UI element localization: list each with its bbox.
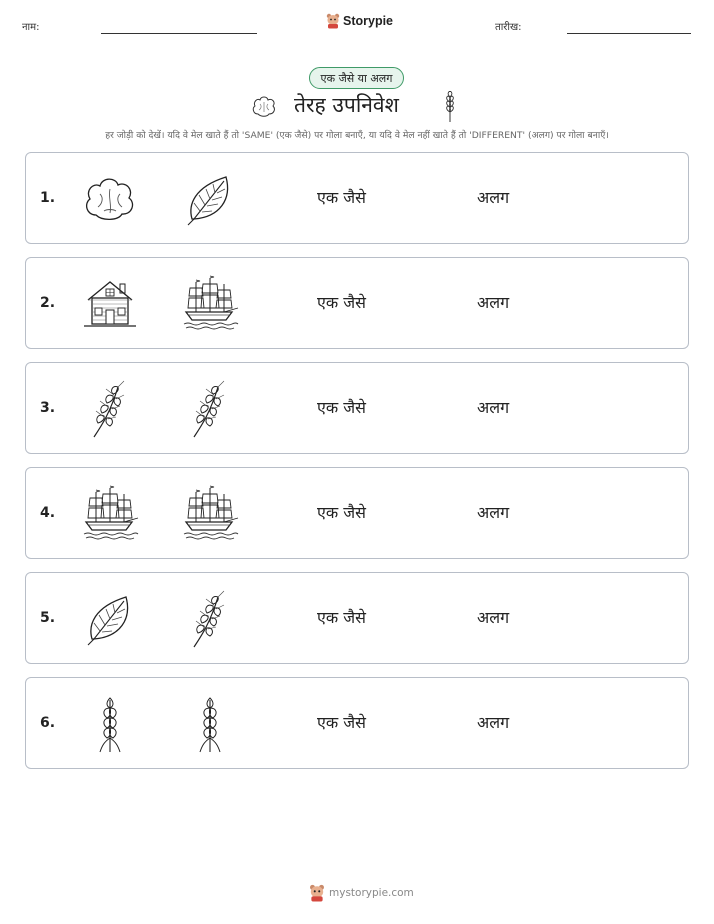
footer-site: mystorypie.com	[329, 887, 414, 899]
wheat-icon	[180, 589, 240, 649]
question-row	[25, 152, 689, 244]
name-line[interactable]	[101, 33, 257, 34]
different-option[interactable]: अलग	[477, 188, 510, 207]
corn-icon	[80, 694, 140, 754]
question-row	[25, 677, 689, 769]
same-option[interactable]: एक जैसे	[317, 188, 366, 207]
same-option[interactable]: एक जैसे	[317, 293, 366, 312]
ship-icon	[180, 484, 240, 544]
cotton-icon	[250, 94, 278, 120]
question-number: 3.	[40, 400, 56, 416]
different-option[interactable]: अलग	[477, 293, 510, 312]
question-number: 6.	[40, 715, 56, 731]
ship-icon	[80, 484, 140, 544]
question-row	[25, 572, 689, 664]
storypie-mascot-icon	[326, 13, 340, 29]
question-number: 4.	[40, 505, 56, 521]
cotton-icon	[80, 169, 140, 229]
title-row	[250, 91, 465, 123]
same-option[interactable]: एक जैसे	[317, 503, 366, 522]
different-option[interactable]: अलग	[477, 713, 510, 732]
different-option[interactable]: अलग	[477, 608, 510, 627]
ship-icon	[180, 274, 240, 334]
wheat-icon	[180, 379, 240, 439]
house-icon	[80, 274, 140, 334]
worksheet-type-badge: एक जैसे या अलग	[309, 67, 404, 89]
date-line[interactable]	[567, 33, 691, 34]
name-label: नाम:	[22, 22, 40, 33]
storypie-mascot-icon	[309, 884, 325, 902]
different-option[interactable]: अलग	[477, 398, 510, 417]
corn-icon	[180, 694, 240, 754]
same-option[interactable]: एक जैसे	[317, 398, 366, 417]
different-option[interactable]: अलग	[477, 503, 510, 522]
same-option[interactable]: एक जैसे	[317, 608, 366, 627]
question-row	[25, 257, 689, 349]
instructions: हर जोड़ी को देखें। यदि वे मेल खाते हैं तो 'SAME' (एक जैसे) पर गोला बनाएँ, या यदि वे मेल नहीं खाते हैं तो 'DIFFERENT' (अलग) पर गोला बनाएँ।	[105, 130, 609, 141]
wheat-icon	[440, 91, 460, 123]
page-title: तेरह उपनिवेश	[294, 93, 399, 117]
question-number: 2.	[40, 295, 56, 311]
question-number: 5.	[40, 610, 56, 626]
footer	[309, 884, 414, 902]
date-label: तारीख:	[495, 22, 522, 33]
wheat-icon	[80, 379, 140, 439]
leaf-icon	[80, 589, 140, 649]
question-row	[25, 467, 689, 559]
brand-logo	[326, 13, 393, 29]
question-number: 1.	[40, 190, 56, 206]
brand-name: Storypie	[343, 14, 394, 28]
same-option[interactable]: एक जैसे	[317, 713, 366, 732]
leaf-icon	[180, 169, 240, 229]
question-row	[25, 362, 689, 454]
